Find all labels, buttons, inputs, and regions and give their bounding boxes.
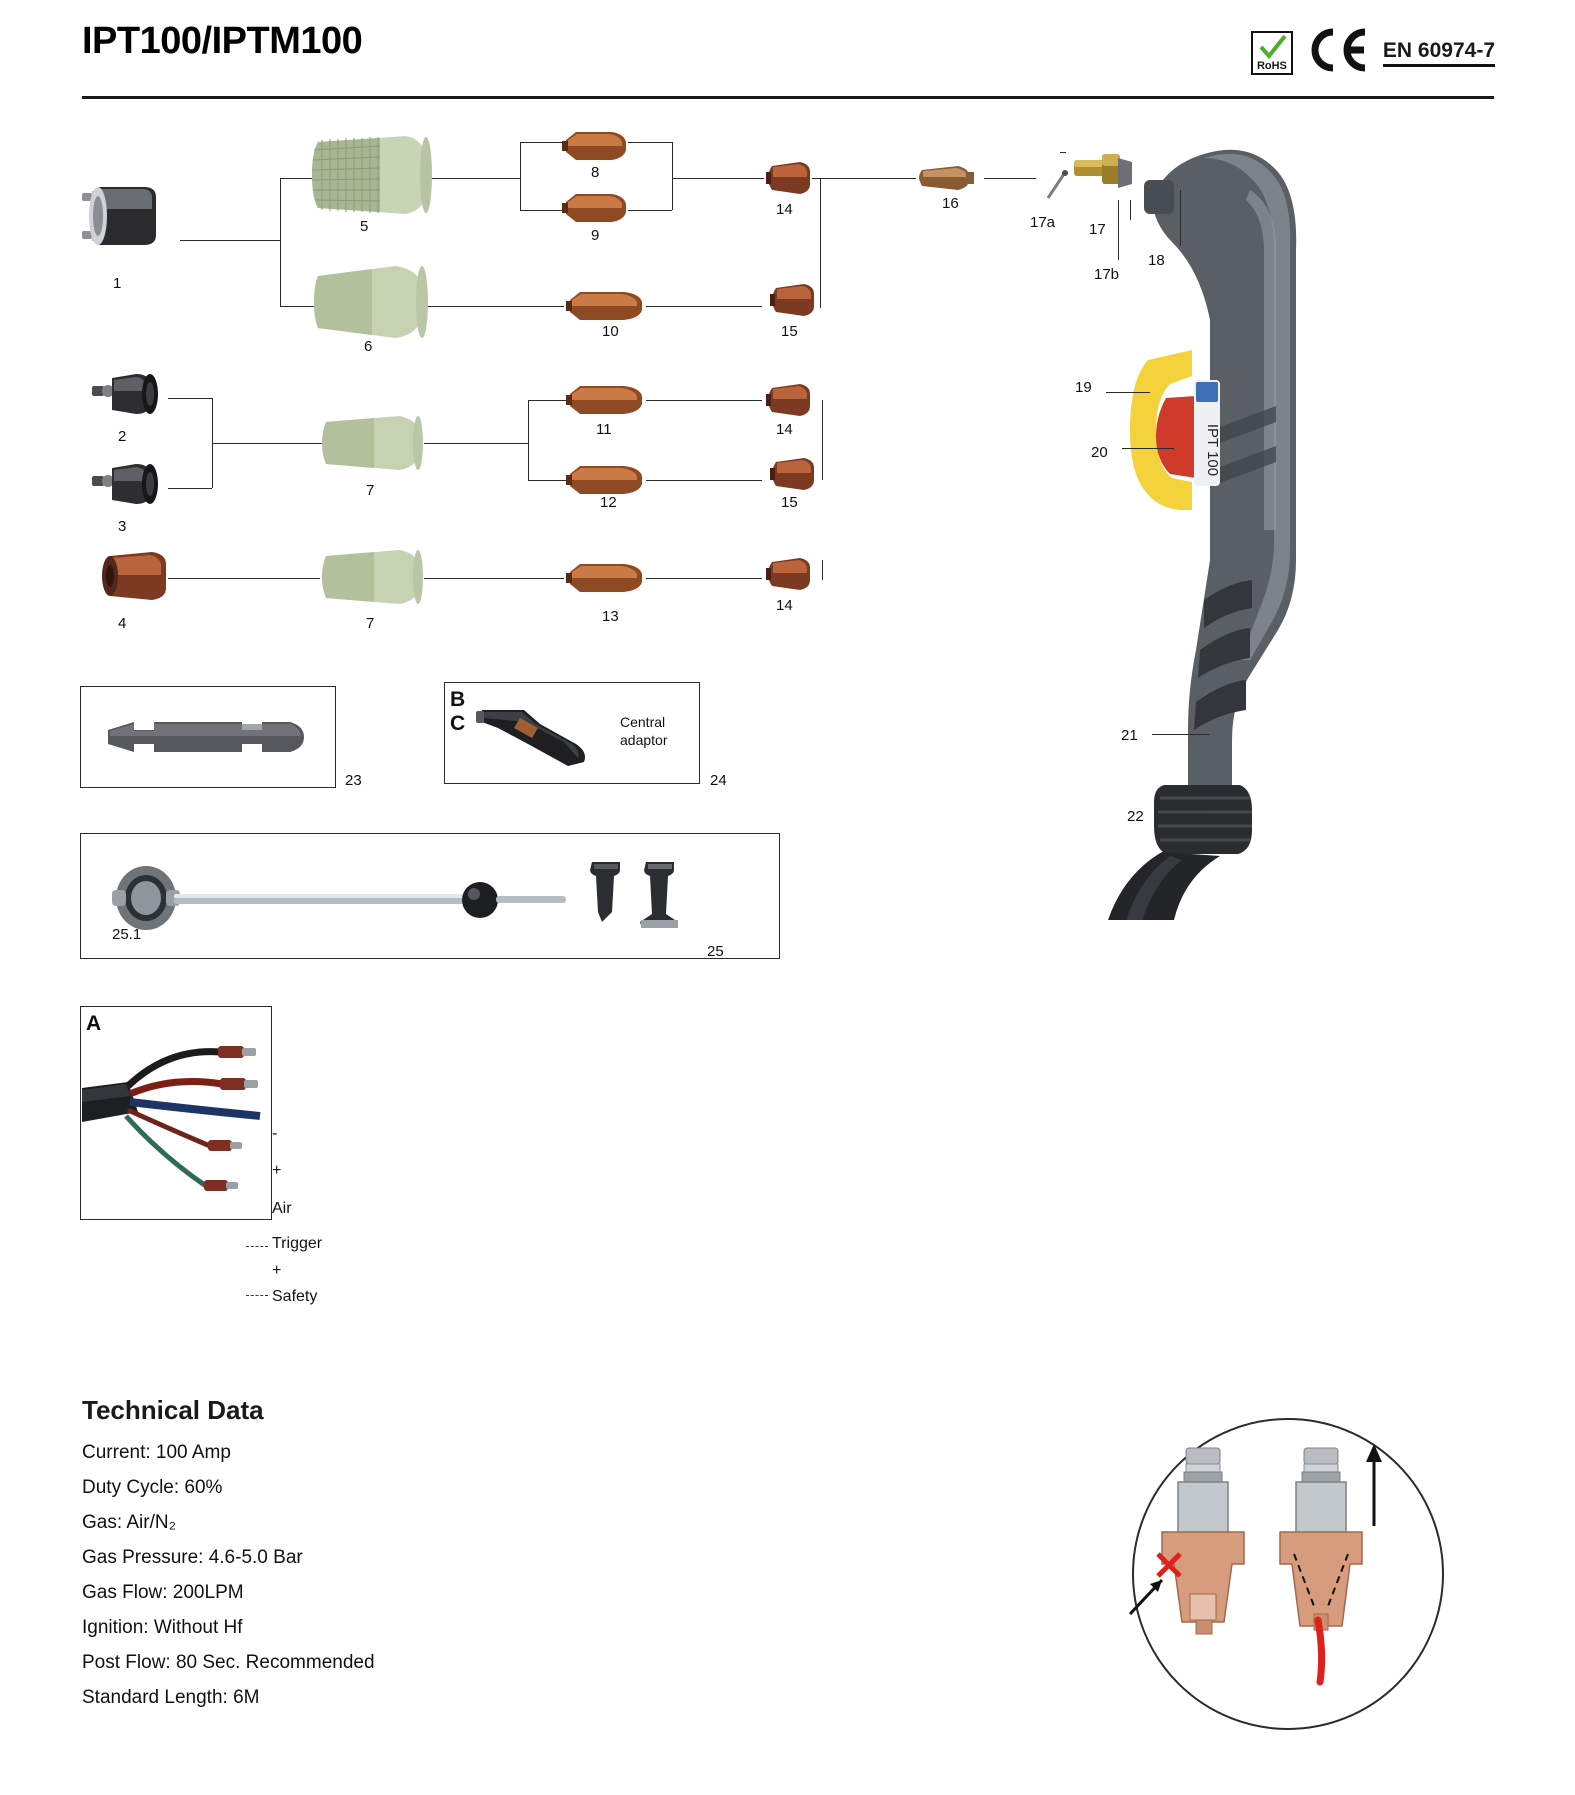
part-number-11: 11	[596, 421, 612, 438]
part-number-12: 12	[600, 494, 617, 511]
consumable-cutaway-diagram	[1128, 1414, 1448, 1734]
part-14-electrode	[766, 160, 814, 196]
leader-line	[822, 560, 823, 580]
part-number-25: 25	[707, 943, 724, 960]
leader-line	[520, 142, 562, 143]
leader-line	[646, 400, 762, 401]
leader-line	[1152, 734, 1210, 735]
leader-line	[1122, 448, 1174, 449]
leader-line	[424, 578, 564, 579]
leader-line	[168, 398, 212, 399]
connector-label-plus-2: +	[272, 1262, 282, 1279]
leader-line	[428, 178, 520, 179]
part-number-13: 13	[602, 608, 619, 625]
leader-line	[424, 306, 564, 307]
leader-line	[168, 578, 320, 579]
part-2-swirl-ring	[92, 368, 170, 420]
part-13-nozzle	[566, 560, 646, 596]
page-title: IPT100/IPTM100	[82, 20, 363, 62]
connector-label-trigger: Trigger	[272, 1235, 323, 1252]
part-number-19: 19	[1075, 379, 1092, 396]
part-number-17: 17	[1089, 221, 1106, 238]
part-1-shield-cap	[78, 185, 168, 257]
leader-line	[1180, 190, 1181, 246]
connector-label-plus: +	[272, 1162, 282, 1179]
leader-line	[180, 240, 280, 241]
leader-line	[820, 178, 821, 308]
part-number-6: 6	[364, 338, 373, 355]
box-label-b: B	[450, 688, 466, 711]
leader-line	[1106, 392, 1150, 393]
central-adaptor-label-line2: adaptor	[620, 732, 668, 748]
connector-label-safety: Safety	[272, 1288, 318, 1305]
part-25-circle-cutting-guide	[100, 856, 680, 942]
part-number-2: 2	[118, 428, 127, 445]
tech-item-ignition: Ignition: Without Hf	[82, 1617, 243, 1638]
part-number-8: 8	[591, 164, 600, 181]
leader-line	[646, 480, 762, 481]
tech-item-post-flow: Post Flow: 80 Sec. Recommended	[82, 1652, 375, 1673]
part-number-24: 24	[710, 772, 727, 789]
leader-line	[528, 400, 529, 480]
tech-item-gas-flow: Gas Flow: 200LPM	[82, 1582, 244, 1603]
leader-line	[628, 142, 672, 143]
part-3-swirl-ring	[92, 458, 170, 510]
tech-item-gas-pressure: Gas Pressure: 4.6-5.0 Bar	[82, 1547, 303, 1568]
leader-line	[520, 210, 562, 211]
part-number-14-mid: 14	[776, 421, 793, 438]
leader-line	[280, 178, 281, 306]
leader-line	[528, 480, 566, 481]
connector-label-minus: -	[272, 1125, 278, 1142]
leader-line	[984, 178, 1036, 179]
part-number-15-mid: 15	[781, 494, 798, 511]
technical-data-list	[82, 1435, 375, 1715]
part-number-10: 10	[602, 323, 619, 340]
part-number-23: 23	[345, 772, 362, 789]
part-7-ceramic-shield	[320, 546, 424, 608]
part-15-electrode	[770, 456, 818, 492]
checkmark-icon	[1259, 35, 1287, 61]
part-10-nozzle	[566, 288, 646, 324]
connector-wiring-diagram	[82, 1030, 272, 1218]
leader-line	[212, 443, 322, 444]
part-6-ceramic-shield	[312, 262, 428, 342]
connector-label-air: Air	[272, 1200, 292, 1217]
part-24-central-adaptor	[476, 706, 596, 770]
part-14-electrode	[766, 556, 814, 592]
leader-line	[1060, 152, 1066, 153]
central-adaptor-label-line1: Central	[620, 714, 666, 730]
leader-line	[1118, 200, 1119, 260]
tech-item-standard-length: Standard Length: 6M	[82, 1687, 260, 1708]
part-number-1: 1	[113, 275, 122, 292]
part-7-ceramic-shield	[320, 412, 424, 474]
part-number-5: 5	[360, 218, 369, 235]
tech-item-duty-cycle: Duty Cycle: 60%	[82, 1477, 223, 1498]
leader-line	[1158, 814, 1210, 815]
part-16-swirl-ring	[918, 162, 978, 194]
part-15-electrode	[770, 282, 818, 318]
leader-line	[520, 142, 521, 210]
ce-icon	[1307, 28, 1369, 77]
part-number-22: 22	[1127, 808, 1144, 825]
leader-line	[1130, 200, 1131, 220]
leader-line	[528, 400, 566, 401]
tech-item-current: Current: 100 Amp	[82, 1442, 231, 1463]
part-number-15: 15	[781, 323, 798, 340]
standard-label: EN 60974-7	[1383, 39, 1495, 67]
tech-item-gas: Gas: Air/N₂	[82, 1512, 176, 1533]
part-number-21: 21	[1121, 727, 1138, 744]
svg-text:IPT 100: IPT 100	[1204, 423, 1221, 477]
part-number-3: 3	[118, 518, 127, 535]
leader-line	[822, 400, 823, 480]
box-label-a: A	[86, 1012, 102, 1035]
dashed-lead	[246, 1246, 268, 1247]
part-number-7: 7	[366, 482, 375, 499]
torch-handle	[1100, 130, 1430, 920]
part-number-14: 14	[776, 201, 793, 218]
leader-line	[646, 306, 762, 307]
part-5-ceramic-shield	[310, 132, 432, 218]
part-number-25-1: 25.1	[112, 926, 142, 943]
part-number-17a: 17a	[1030, 214, 1056, 231]
header-divider	[82, 96, 1494, 99]
leader-line	[280, 306, 316, 307]
leader-line	[168, 488, 212, 489]
part-4-shield-cup	[100, 550, 172, 604]
part-number-7-lower: 7	[366, 615, 375, 632]
part-number-20: 20	[1091, 444, 1108, 461]
part-number-16: 16	[942, 195, 959, 212]
part-23-spanner	[104, 712, 312, 764]
leader-line	[424, 443, 528, 444]
box-label-c: C	[450, 712, 466, 735]
rohs-icon	[1251, 31, 1293, 75]
part-12-nozzle	[566, 462, 646, 498]
leader-line	[646, 578, 762, 579]
part-number-17b: 17b	[1094, 266, 1120, 283]
leader-line	[812, 178, 916, 179]
leader-line	[628, 210, 672, 211]
leader-line	[672, 142, 673, 210]
part-11-nozzle	[566, 382, 646, 418]
certification-marks	[1251, 28, 1495, 77]
leader-line	[672, 178, 764, 179]
part-number-14-lower: 14	[776, 597, 793, 614]
part-number-4: 4	[118, 615, 127, 632]
part-number-9: 9	[591, 227, 600, 244]
rohs-label: RoHS	[1256, 59, 1287, 72]
part-14-electrode	[766, 382, 814, 418]
technical-data-title: Technical Data	[82, 1395, 264, 1425]
dashed-lead	[246, 1295, 268, 1296]
part-8-nozzle	[562, 128, 630, 164]
part-9-nozzle	[562, 190, 630, 226]
part-number-18: 18	[1148, 252, 1165, 269]
